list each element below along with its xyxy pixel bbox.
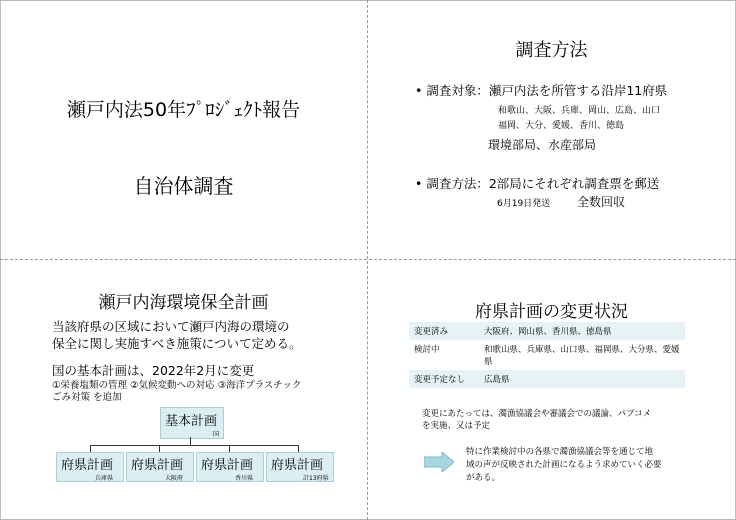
slide3-title: 瀬戸内海環境保全計画	[98, 293, 269, 313]
pref-plan-owner-4: 計13府県	[303, 475, 329, 482]
prefectures-cell: 広島県	[479, 370, 685, 388]
connector-drop-3	[229, 445, 230, 452]
survey-method-bullet: • 調査方法：2部局にそれぞれ調査票を郵送	[415, 176, 660, 191]
connector-stem	[190, 437, 191, 445]
pref-plan-box-2	[126, 452, 194, 482]
pref-plan-label-2: 府県計画	[131, 458, 184, 473]
status-cell: 変更予定なし	[409, 370, 479, 388]
prefectures-cell: 和歌山県、兵庫県、山口県、福岡県、大分県、愛媛県	[479, 340, 685, 370]
prefectures-line2: 福岡、大分、愛媛、香川、徳島	[498, 121, 625, 131]
sent-date: 6月19日発送	[497, 199, 551, 209]
connector-drop-2	[159, 445, 160, 452]
slide1-subtitle: 自治体調査	[133, 174, 234, 198]
base-plan-owner: 国	[213, 431, 220, 438]
status-cell: 変更済み	[409, 322, 479, 340]
table-row	[409, 322, 685, 340]
collected-text: 全数回収	[577, 195, 626, 209]
prefectures-cell: 大阪府、岡山県、香川県、徳島県	[479, 322, 685, 340]
status-cell: 検討中	[409, 340, 479, 370]
connector-drop-4	[298, 445, 299, 452]
pref-plan-owner-3: 香川県	[235, 475, 254, 482]
connector-bar	[90, 445, 298, 446]
connector-drop-1	[90, 445, 91, 452]
pref-plan-box-3	[196, 452, 264, 482]
table-row	[409, 340, 685, 370]
survey-target-bullet: • 調査対象：瀬戸内法を所管する沿岸11府県	[415, 83, 668, 98]
base-plan-box	[160, 407, 224, 439]
pref-plan-label-1: 府県計画	[61, 458, 114, 473]
revision-note-line2: を実施、又は予定	[422, 421, 491, 431]
pref-plan-label-3: 府県計画	[201, 458, 254, 473]
plan-change-line: 国の基本計画は、2022年2月に変更	[52, 363, 255, 378]
base-plan-label: 基本計画	[165, 414, 218, 429]
right-arrow-icon	[424, 452, 454, 472]
pref-plan-label-4: 府県計画	[271, 458, 324, 473]
plan-description-line1: 当該府県の区域において瀬戸内海の環境の	[52, 319, 290, 334]
slide4-title: 府県計画の変更状況	[475, 302, 628, 322]
plan-description-line2: 保全に関し実施すべき施策について定める。	[52, 336, 302, 351]
vertical-divider	[367, 0, 368, 520]
slide1-title: 瀬戸内法50年ﾌﾟﾛｼﾞｪｸﾄ報告	[66, 99, 301, 121]
revision-status-table	[409, 322, 685, 388]
revision-note-line1: 変更にあたっては、濁漁協議会や審議会での議論、パブコメ	[422, 409, 652, 419]
recommendation-line2: 域の声が反映された計画になるよう求めていく必要	[466, 460, 662, 470]
pref-plan-box-4	[266, 452, 334, 482]
horizontal-divider	[0, 259, 736, 260]
added-items-line2: ごみ対策 を追加	[52, 392, 122, 403]
pref-plan-box-1	[56, 452, 124, 482]
departments-text: 環境部局、水産部局	[488, 138, 597, 152]
pref-plan-owner-1: 兵庫県	[95, 475, 114, 482]
recommendation-line3: がある。	[466, 473, 501, 483]
prefectures-line1: 和歌山、大阪、兵庫、岡山、広島、山口	[498, 106, 661, 116]
pref-plan-owner-2: 大阪府	[165, 475, 184, 482]
recommendation-line1: 特に作業検討中の各県で濁漁協議会等を通じて地	[466, 447, 654, 457]
added-items-line1: ①栄養塩類の管理 ②気候変動への対応 ③海洋プラスチック	[52, 380, 302, 391]
table-row	[409, 370, 685, 388]
slide2-title: 調査方法	[515, 40, 588, 61]
